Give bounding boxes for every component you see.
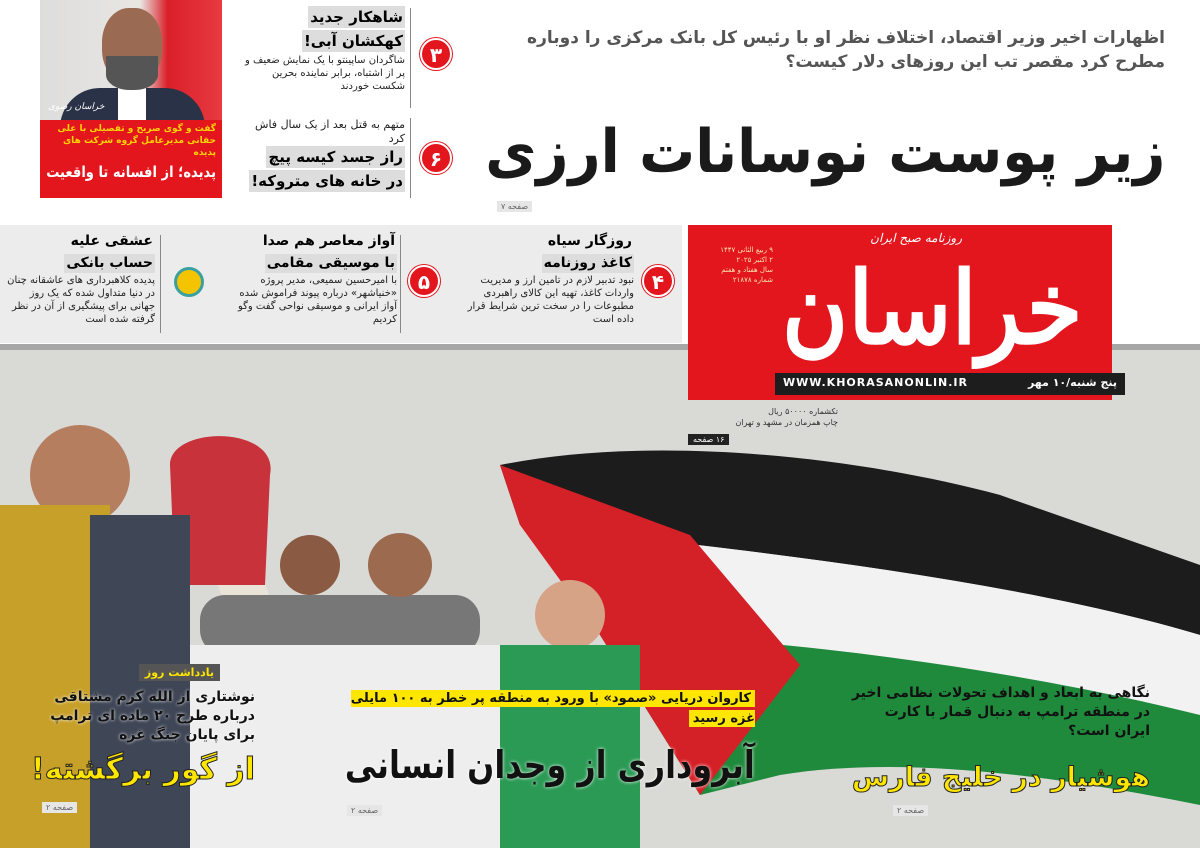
center-page-ref: صفحه ۲ [347,805,382,816]
opinion-subtitle: نوشتاری از الله کرم مشتاقی درباره طرح ۲۰ ماده ای ترامپ برای پایان جنگ غزه [50,689,255,743]
center-kicker: کاروان دریایی «صمود» با ورود به منطقه پر خطر به ۱۰۰ مایلی غزه رسید [350,691,755,726]
interview-caption [40,120,222,198]
masthead-info [688,406,838,428]
teaser-number-badge: ۶ [420,142,452,174]
price: تکشماره ۵۰۰۰۰ ریال [768,407,838,416]
strip-item-love-scam[interactable] [5,230,155,326]
opinion-headline[interactable]: از گور برگشته! [31,752,255,787]
divider [410,8,411,108]
masthead-tagline: روزنامه صبح ایران [870,231,962,245]
lead-headline[interactable]: زیر پوست نوسانات ارزی [484,117,1165,187]
teaser-title: در خانه های متروکه! [251,172,403,190]
person [280,535,340,595]
teaser-title: شاهکار جدید [310,8,403,26]
interview-title: پدیده؛ از افسانه تا واقعیت [46,163,216,181]
page-count: ۱۶ صفحه [688,434,729,445]
issue-number: شماره ۲۱۸۷۸ [732,276,773,284]
portrait-shirt [118,86,146,120]
strip-number-badge: ۴ [642,265,674,297]
center-kicker-wrap [345,688,755,728]
opinion-page-ref: صفحه ۲ [42,802,77,813]
hijri-date: ۹ ربیع الثانی ۱۴۴۷ [720,246,773,254]
masthead-dates [698,245,773,285]
teaser-kicker: متهم به قتل بعد از یک سال فاش کرد [255,118,405,145]
divider [410,118,411,198]
opinion-label: یادداشت روز [139,664,220,681]
right-page-ref: صفحه ۲ [893,805,928,816]
teaser-strip [0,225,682,343]
strip-number-badge: ۵ [408,265,440,297]
strip-item-paper[interactable] [449,230,634,326]
portrait-beard [106,56,158,90]
strip-title: آواز معاصر هم صدا [262,233,395,249]
issue-date: پنج شنبه/۱۰ مهر [1027,376,1117,389]
right-headline[interactable]: هوشیار در خلیج فارس [851,762,1150,793]
teaser-crime[interactable] [245,118,405,194]
interview-box[interactable] [40,0,222,198]
dark-jacket [90,515,190,848]
strip-body: پدیده کلاهبرداری های عاشقانه چنان در دنیا متداول شده که یک روز جهانی برای پیشگیری از آن در نظر گرفته شده است [7,275,155,325]
right-subtitle: نگاهی به ابعاد و اهداف تحولات نظامی اخیر در منطقه ترامپ به دنبال قمار با کارت ایران است؟ [851,685,1150,739]
signature-logo: خراسان رضوی [48,102,105,112]
center-headline[interactable]: آبروداری از وجدان انسانی [345,743,755,787]
teaser-sport[interactable] [245,6,405,93]
teaser-title: کهکشان آبی! [303,32,403,50]
lead-page-ref: صفحه ۷ [497,201,532,212]
strip-item-music[interactable] [237,230,397,326]
interview-intro: گفت و گوی صریح و تفصیلی با علی حقانی مدیرعامل گروه شرکت های پدیده [57,124,216,158]
strip-title: عشقی علیه [70,233,153,249]
strip-body: با امیرحسین سمیعی، مدیر پروژه «خنیاشهر» درباره پیوند فراموش شده آواز ایرانی و موسیقی نواحی گفت وگو کردیم [237,275,397,325]
masthead-date-bar [775,373,1125,395]
strip-title: با موسیقی مقامی [266,255,395,271]
strip-title: روزگار سیاه [547,233,632,249]
teaser-number-badge: ۳ [420,38,452,70]
strip-title: کاغذ روزنامه [543,255,632,271]
print-info: چاپ همزمان در مشهد و تهران [735,418,838,427]
greta-face [535,580,605,650]
divider [160,235,161,333]
person [368,533,432,597]
strip-body: نبود تدبیر لازم در تامین ارز و مدیریت واردات کاغذ، تهیه این کالای راهبردی مطبوعات را در سخت ترین شرایط قرار داده است [467,275,634,325]
gregorian-date: ۲ اکتبر ۲۰۲۵ [736,256,773,264]
volume: سال هفتاد و هفتم [721,266,773,274]
teaser-body: شاگردان ساپینتو با یک نمایش ضعیف و پر از اشتباه، برابر نماینده بحرین شکست خوردند [245,55,405,92]
zendegi-section-icon [174,267,204,297]
divider [400,235,401,333]
lead-subtitle: اظهارات اخیر وزیر اقتصاد، اختلاف نظر او با رئیس کل بانک مرکزی را دوباره مطرح کرد مقصر تب این روزهای دلار کیست؟ [527,28,1165,72]
strip-title: حساب بانکی [66,255,153,271]
masthead-logo: خراسان [781,249,1082,367]
teaser-title: راز جسد کیسه پیچ [268,148,403,166]
website-url[interactable]: WWW.KHORASANONLIN.IR [783,376,968,389]
